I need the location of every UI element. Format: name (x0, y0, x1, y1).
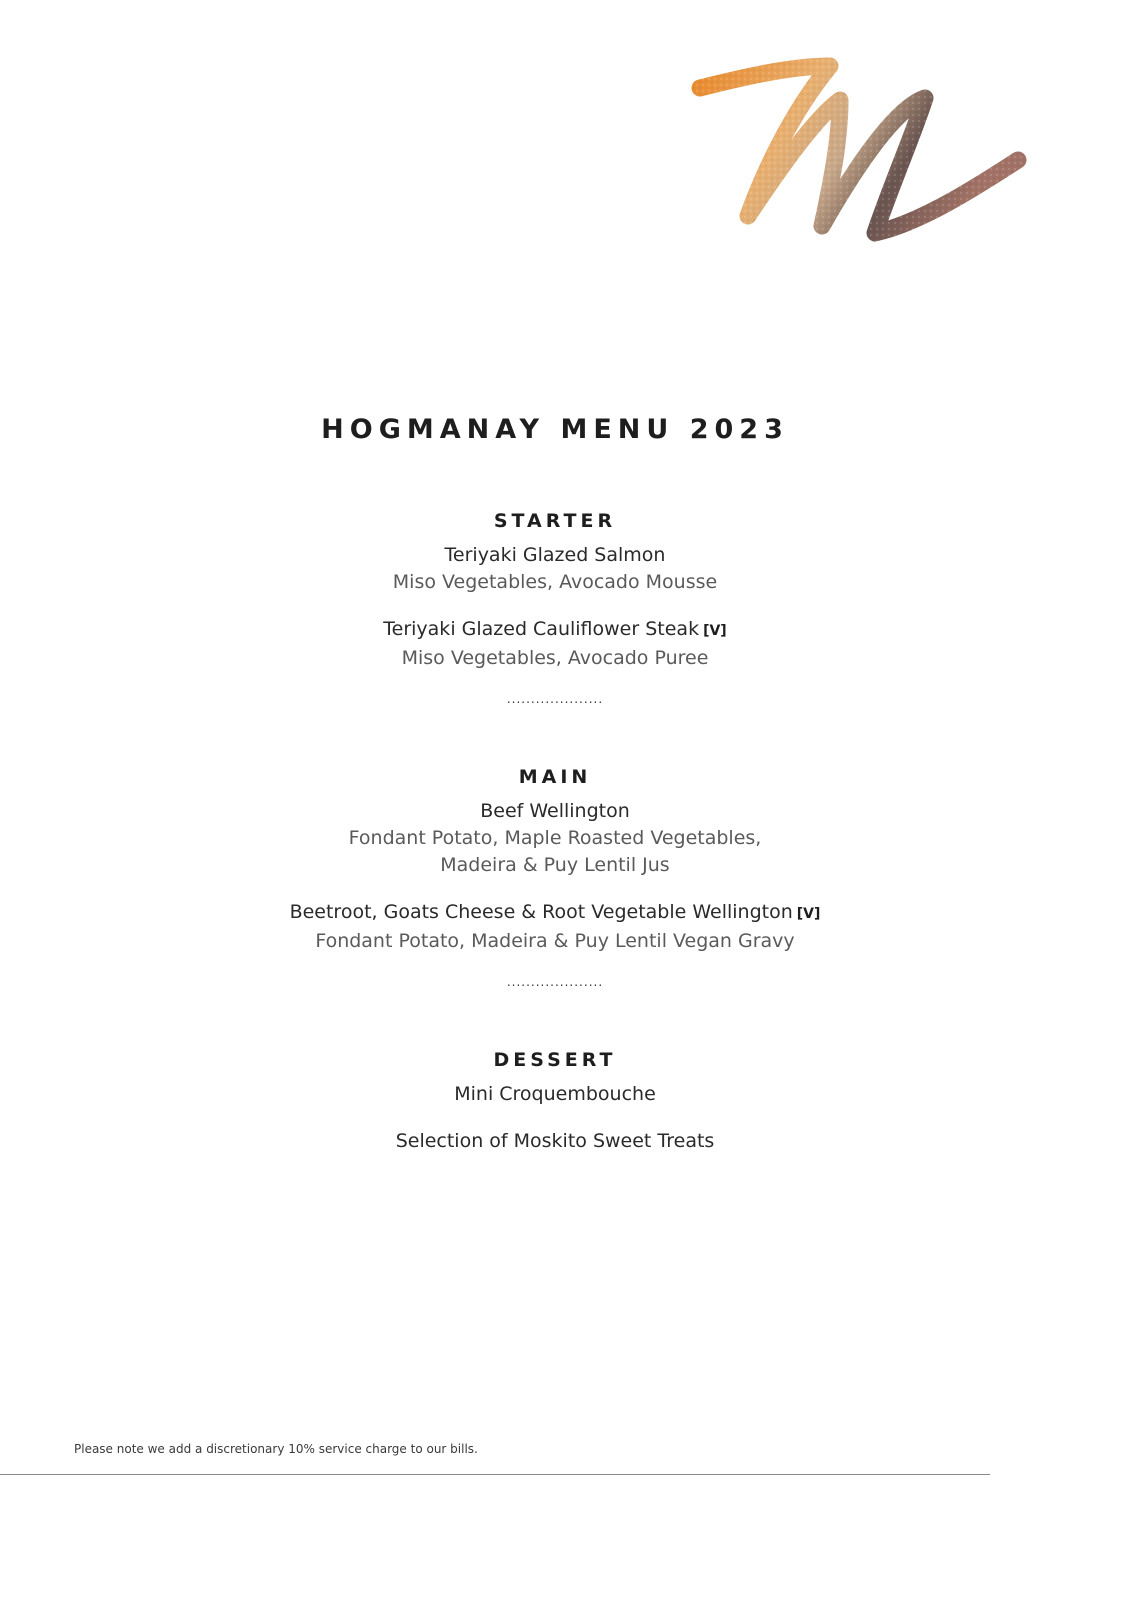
dish-name-text: Selection of Moskito Sweet Treats (395, 1130, 715, 1152)
dish-name-text: Teriyaki Glazed Cauliflower Steak (383, 618, 700, 640)
dish-item (0, 899, 1110, 955)
dish-name-text: Beetroot, Goats Cheese & Root Vegetable Wellington (289, 901, 793, 923)
dish-name (0, 1081, 1110, 1108)
dish-item (0, 798, 1110, 879)
section-heading: MAIN (518, 766, 592, 788)
dish-name-text: Mini Croquembouche (454, 1083, 656, 1105)
dish-description: Madeira & Puy Lentil Jus (440, 854, 670, 876)
dish-description: Miso Vegetables, Avocado Mousse (392, 571, 718, 593)
dish-description: Fondant Potato, Madeira & Puy Lentil Vegan Gravy (315, 930, 795, 952)
dish-description: Miso Vegetables, Avocado Puree (401, 647, 709, 669)
dish-name (0, 899, 1110, 928)
vegetarian-tag: [V] (703, 623, 727, 639)
dish-name-text: Beef Wellington (480, 800, 630, 822)
section-starter (0, 508, 1110, 706)
dish-name (0, 616, 1110, 645)
dish-item (0, 1128, 1110, 1155)
dish-item (0, 616, 1110, 672)
section-heading: DESSERT (493, 1049, 617, 1071)
dish-item (0, 542, 1110, 596)
section-divider: .................... (506, 975, 604, 989)
dish-name (0, 542, 1110, 569)
dish-name (0, 1128, 1110, 1155)
section-main (0, 764, 1110, 989)
section-dessert (0, 1047, 1110, 1175)
menu-title: HOGMANAY MENU 2023 (321, 414, 789, 445)
dish-item (0, 1081, 1110, 1108)
dish-description: Fondant Potato, Maple Roasted Vegetables, (348, 827, 762, 849)
section-divider: .................... (506, 692, 604, 706)
vegetarian-tag: [V] (796, 906, 821, 922)
dish-name (0, 798, 1110, 825)
brand-logo (690, 48, 1035, 253)
service-charge-note: Please note we add a discretionary 10% service charge to our bills. (74, 1442, 478, 1456)
section-heading: STARTER (493, 510, 617, 532)
dish-name-text: Teriyaki Glazed Salmon (444, 544, 666, 566)
footer-rule (0, 1474, 990, 1475)
